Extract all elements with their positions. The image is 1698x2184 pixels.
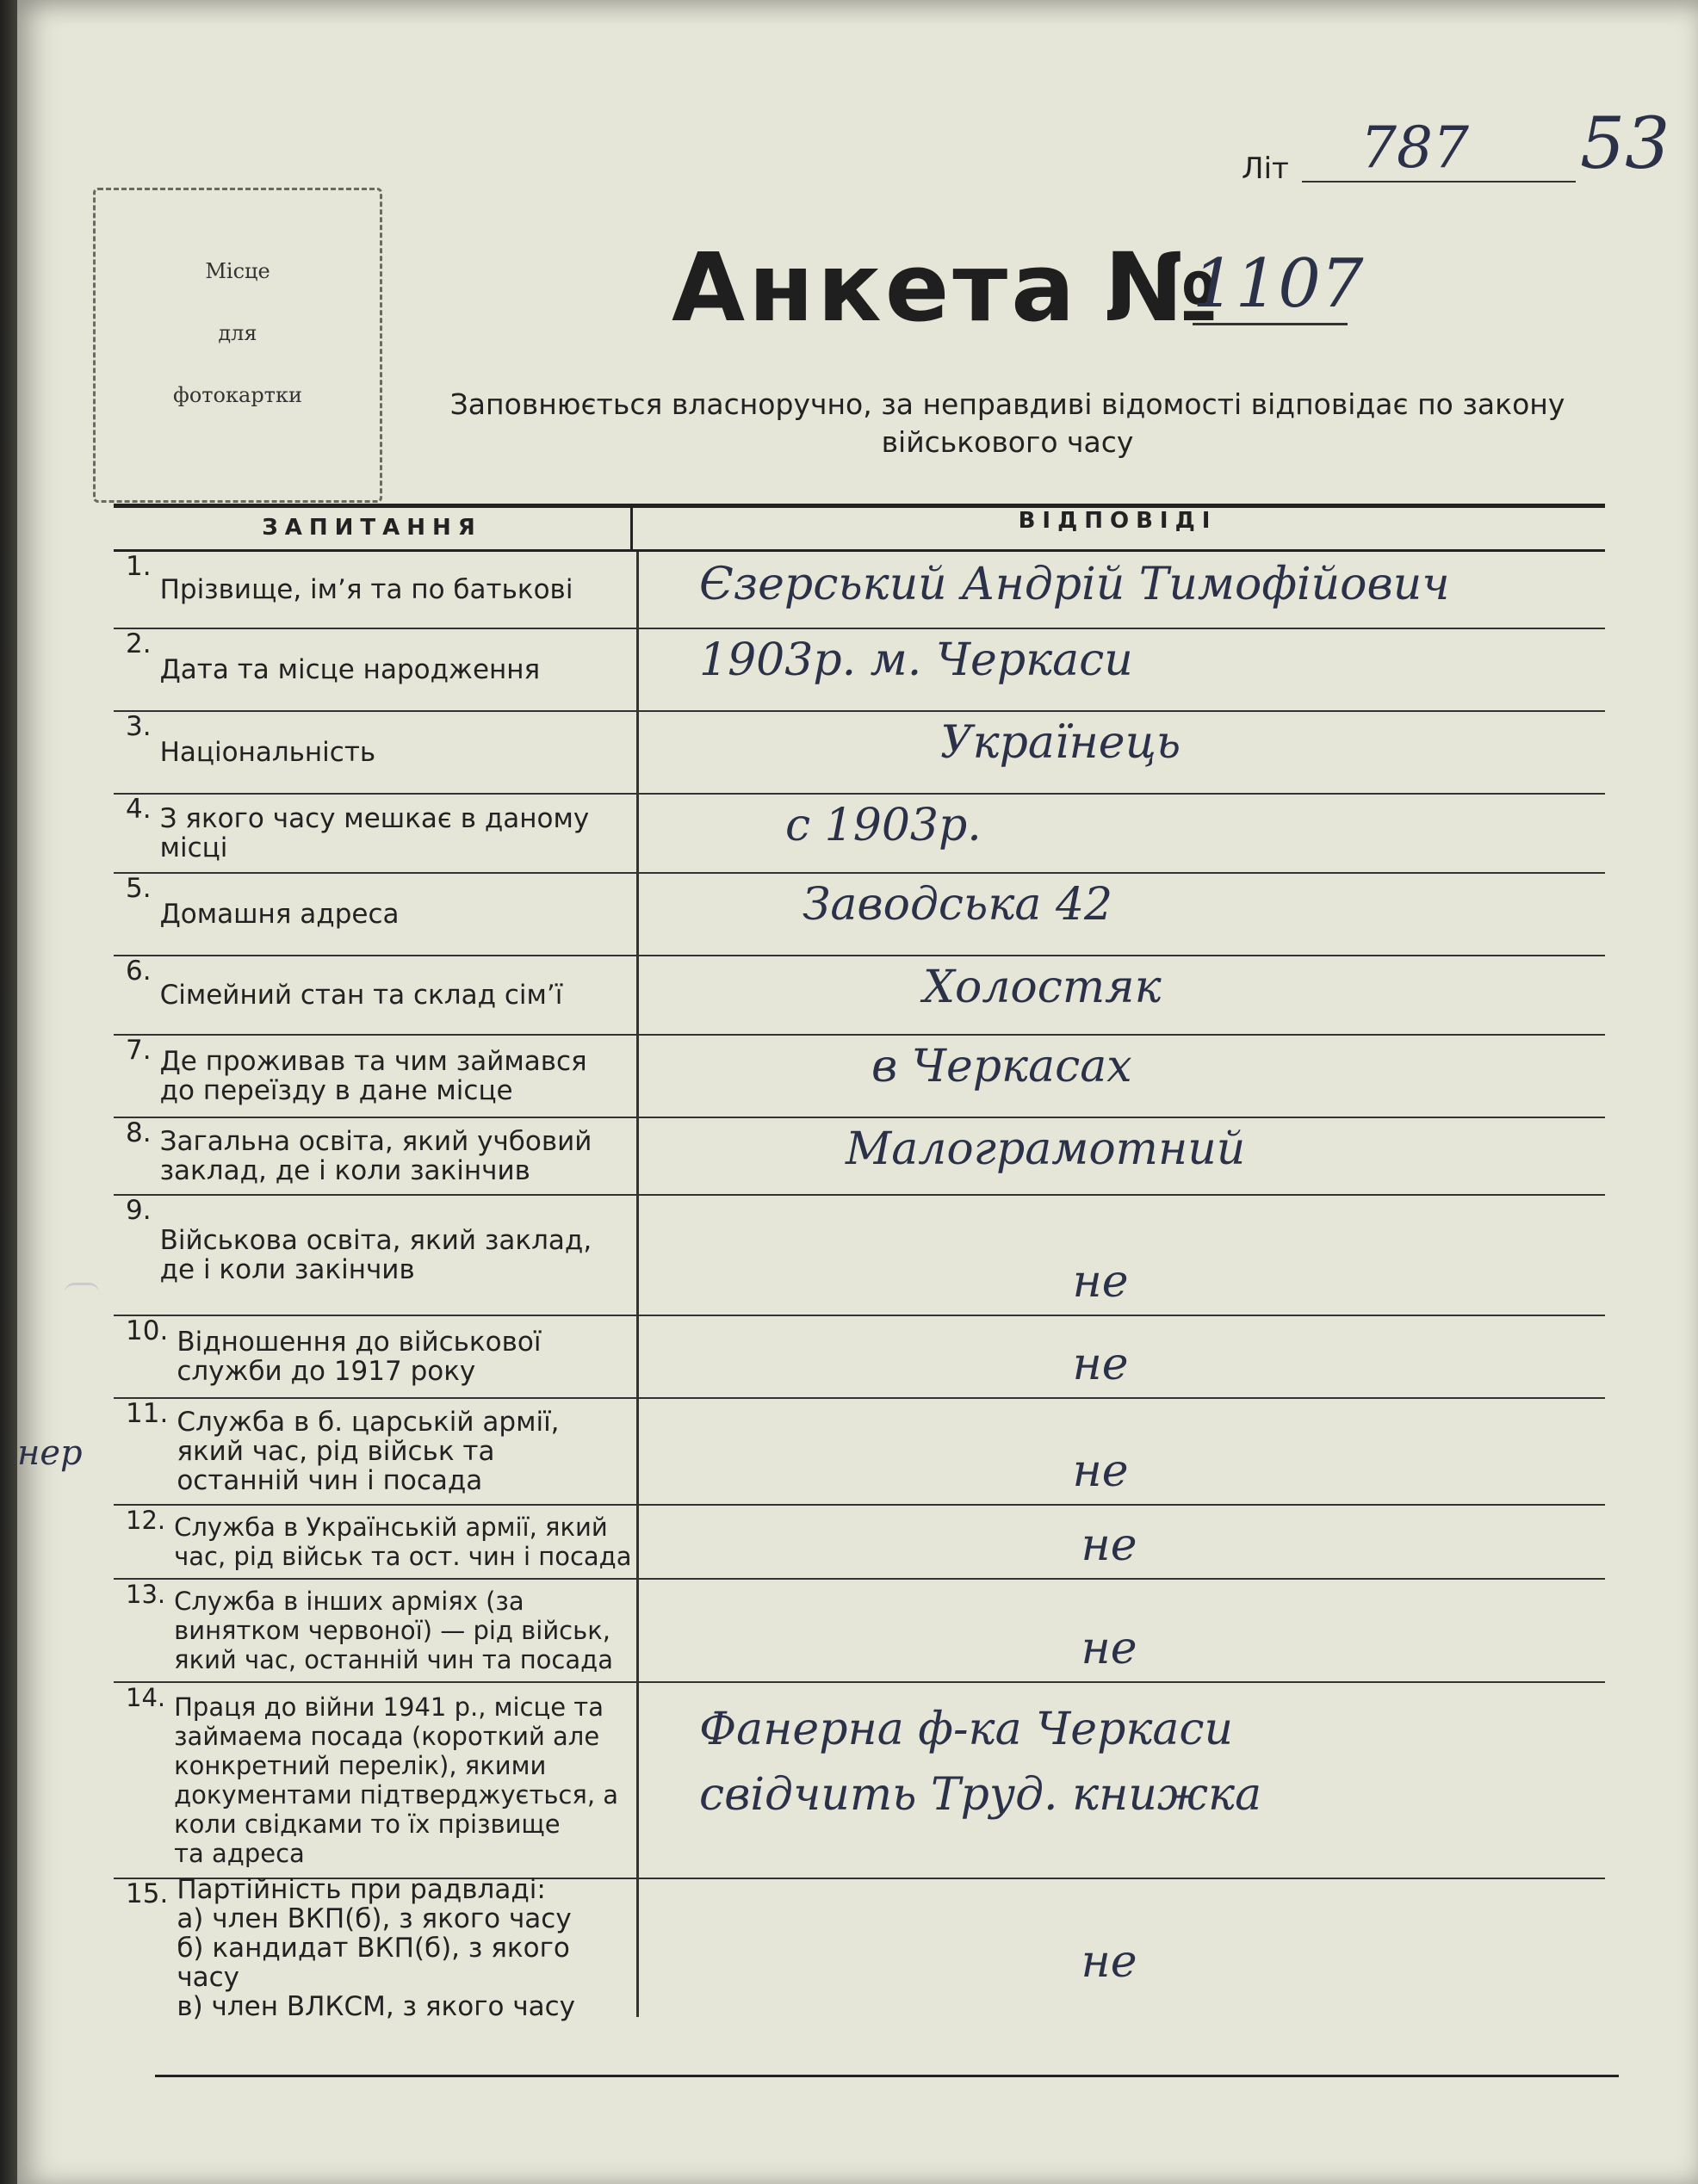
question-cell: 9. Військова освіта, який заклад, де і коли закінчив bbox=[114, 1196, 639, 1315]
table-row bbox=[114, 874, 1605, 956]
table-row bbox=[114, 1036, 1605, 1118]
answer-cell: не bbox=[1081, 1519, 1137, 1571]
question-cell: 2. Дата та місце народження bbox=[114, 629, 639, 710]
answer-cell: Українець bbox=[940, 717, 1181, 769]
question-cell: 7. Де проживав та чим займався до переїзду в дане місце bbox=[114, 1036, 639, 1117]
page-title bbox=[672, 232, 1222, 343]
photo-placeholder bbox=[93, 188, 382, 503]
answer-cell: не bbox=[1072, 1256, 1129, 1308]
subtitle: Заповнюється власноручно, за неправдиві відомості відповідає по закону військового часу bbox=[449, 387, 1565, 459]
title-number-sign: № bbox=[1104, 232, 1222, 343]
table-row bbox=[114, 1399, 1605, 1506]
answer-cell: не bbox=[1072, 1339, 1129, 1390]
table-row bbox=[114, 1580, 1605, 1683]
answer-cell: Фанерна ф-ка Черкаси свідчить Труд. книжка bbox=[699, 1704, 1262, 1821]
answer-cell: Малограмотний bbox=[846, 1123, 1246, 1175]
question-cell: 5. Домашня адреса bbox=[114, 874, 639, 955]
answer-cell: не bbox=[1081, 1936, 1137, 1988]
answer-cell: в Черкасах bbox=[871, 1041, 1132, 1092]
title-number: 1107 bbox=[1193, 245, 1348, 325]
table-row bbox=[114, 552, 1605, 629]
table-row bbox=[114, 1316, 1605, 1399]
question-cell: 12. Служба в Українській армії, який час, рід військ та ост. чин і посада bbox=[114, 1506, 639, 1578]
question-cell: 11. Служба в б. царській армії, який час, рід військ та останній чин і посада bbox=[114, 1399, 639, 1504]
question-cell: 1. Прізвище, ім’я та по батькові bbox=[114, 552, 639, 628]
table-row bbox=[114, 795, 1605, 874]
table-row bbox=[114, 1506, 1605, 1580]
question-cell: 13. Служба в інших арміях (за винятком червоної) — рід військ, який час, останній чин та посада bbox=[114, 1580, 639, 1681]
table-row bbox=[114, 712, 1605, 795]
questionnaire-page bbox=[17, 0, 1698, 2184]
answer-cell: Заводська 42 bbox=[803, 879, 1113, 931]
table-bottom-rule bbox=[155, 2075, 1619, 2077]
header-questions: ЗАПИТАННЯ bbox=[262, 515, 482, 541]
answer-cell: не bbox=[1072, 1445, 1129, 1497]
answer-cell: не bbox=[1081, 1623, 1137, 1674]
binding-thread bbox=[65, 1283, 99, 1302]
margin-note: нер bbox=[17, 1433, 83, 1473]
table-header bbox=[114, 504, 1605, 552]
title-main: Анкета bbox=[672, 232, 1079, 343]
question-cell: 6. Сімейний стан та склад сім’ї bbox=[114, 956, 639, 1034]
question-cell: 15. Партійність при радвладі: а) член ВКП(б), з якого часу б) кандидат ВКП(б), з якого часу в) член ВЛКСМ, з якого часу bbox=[114, 1879, 639, 2017]
question-cell: 8. Загальна освіта, який учбовий заклад, де і коли закінчив bbox=[114, 1118, 639, 1194]
question-cell: 10. Відношення до військової служби до 1917 року bbox=[114, 1316, 639, 1397]
table-row bbox=[114, 1874, 1605, 2022]
table-row bbox=[114, 956, 1605, 1036]
lit-label: Літ bbox=[1242, 152, 1289, 186]
table-row bbox=[114, 1118, 1605, 1196]
answer-cell: с 1903р. bbox=[785, 800, 982, 851]
photo-label-line1: Місце bbox=[205, 259, 270, 283]
header-answers: ВІДПОВІДІ bbox=[1018, 508, 1218, 534]
question-cell: 4. З якого часу мешкає в даному місці bbox=[114, 795, 639, 872]
answer-cell: Холостяк bbox=[923, 962, 1162, 1013]
lit-value: 787 bbox=[1360, 114, 1469, 181]
table-row bbox=[114, 629, 1605, 712]
answer-cell: Єзерський Андрій Тимофійович bbox=[699, 559, 1450, 610]
corner-page-number: 53 bbox=[1580, 103, 1670, 185]
questionnaire-table bbox=[114, 504, 1605, 2022]
lit-underline bbox=[1302, 181, 1576, 183]
question-cell: 14. Праця до війни 1941 р., місце та займаема посада (короткий але конкретний перелік), якими документами підтверджується, а коли свідками то їх прізвище та адреса bbox=[114, 1683, 639, 1878]
table-row bbox=[114, 1683, 1605, 1879]
photo-label-line2: для bbox=[218, 321, 257, 345]
answer-cell: 1903р. м. Черкаси bbox=[699, 634, 1133, 686]
table-row bbox=[114, 1196, 1605, 1316]
lit-field bbox=[1231, 114, 1576, 189]
photo-label-line3: фотокартки bbox=[173, 383, 302, 407]
question-cell: 3. Національність bbox=[114, 712, 639, 793]
